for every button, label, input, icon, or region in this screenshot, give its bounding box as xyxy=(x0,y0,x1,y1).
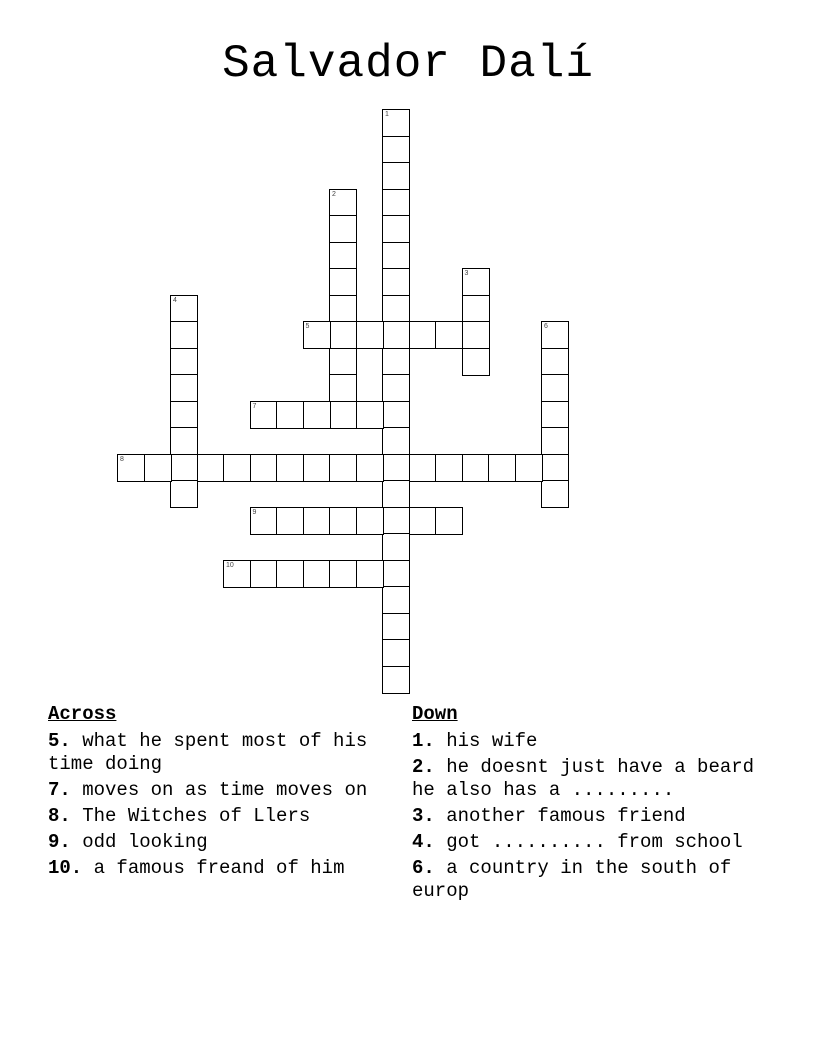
across-clue xyxy=(48,831,398,854)
grid-cell[interactable] xyxy=(356,454,384,482)
grid-cell[interactable] xyxy=(382,242,410,270)
grid-cell[interactable] xyxy=(541,321,569,349)
grid-cell[interactable] xyxy=(462,295,490,323)
down-clue-list xyxy=(412,730,762,903)
clue-number-label: 2 xyxy=(332,190,336,198)
grid-cell[interactable] xyxy=(382,321,410,349)
grid-cell[interactable] xyxy=(276,401,304,429)
across-clue xyxy=(48,857,398,880)
clue-text: odd looking xyxy=(82,831,208,853)
grid-cell[interactable] xyxy=(303,454,331,482)
grid-cell[interactable] xyxy=(170,427,198,455)
grid-cell[interactable] xyxy=(117,454,145,482)
grid-cell[interactable] xyxy=(276,454,304,482)
clue-number: 9. xyxy=(48,831,71,853)
grid-cell[interactable] xyxy=(541,480,569,508)
grid-cell[interactable] xyxy=(541,401,569,429)
grid-cell[interactable] xyxy=(382,109,410,137)
clue-text: his wife xyxy=(446,730,538,752)
grid-cell[interactable] xyxy=(250,560,278,588)
grid-cell[interactable] xyxy=(382,348,410,376)
grid-cell[interactable] xyxy=(223,560,251,588)
grid-cell[interactable] xyxy=(276,507,304,535)
grid-cell[interactable] xyxy=(329,215,357,243)
grid-cell[interactable] xyxy=(382,613,410,641)
grid-cell[interactable] xyxy=(382,268,410,296)
grid-cell[interactable] xyxy=(250,507,278,535)
clue-number: 10. xyxy=(48,857,83,879)
grid-cell[interactable] xyxy=(329,268,357,296)
grid-cell[interactable] xyxy=(197,454,225,482)
grid-cell[interactable] xyxy=(276,560,304,588)
grid-cell[interactable] xyxy=(382,480,410,508)
grid-cell[interactable] xyxy=(329,348,357,376)
grid-cell[interactable] xyxy=(382,136,410,164)
down-clue xyxy=(412,756,762,802)
grid-cell[interactable] xyxy=(303,321,331,349)
grid-cell[interactable] xyxy=(382,401,410,429)
clue-number: 6. xyxy=(412,857,435,879)
grid-cell[interactable] xyxy=(356,401,384,429)
grid-cell[interactable] xyxy=(223,454,251,482)
clue-number-label: 1 xyxy=(385,111,389,118)
grid-cell[interactable] xyxy=(435,507,463,535)
grid-cell[interactable] xyxy=(435,321,463,349)
grid-cell[interactable] xyxy=(515,454,543,482)
clue-number: 2. xyxy=(412,756,435,778)
clue-text: moves on as time moves on xyxy=(82,779,368,801)
clue-number-label: 10 xyxy=(226,561,234,569)
clue-text: a country in the south of europ xyxy=(412,857,732,902)
grid-cell[interactable] xyxy=(303,507,331,535)
clue-text: a famous freand of him xyxy=(93,857,345,879)
grid-cell[interactable] xyxy=(250,401,278,429)
down-clue xyxy=(412,805,762,828)
grid-cell[interactable] xyxy=(356,321,384,349)
grid-cell[interactable] xyxy=(382,454,410,482)
grid-cell[interactable] xyxy=(382,560,410,588)
clue-number: 4. xyxy=(412,831,435,853)
grid-cell[interactable] xyxy=(329,374,357,402)
grid-cell[interactable] xyxy=(409,507,437,535)
grid-cell[interactable] xyxy=(382,374,410,402)
grid-cell[interactable] xyxy=(356,560,384,588)
grid-cell[interactable] xyxy=(170,348,198,376)
clue-number-label: 8 xyxy=(120,455,124,463)
grid-cell[interactable] xyxy=(170,295,198,323)
across-heading: Across xyxy=(48,703,117,725)
grid-cell[interactable] xyxy=(462,348,490,376)
grid-cell[interactable] xyxy=(435,454,463,482)
grid-cell[interactable] xyxy=(382,666,410,694)
grid-cell[interactable] xyxy=(382,215,410,243)
across-clues xyxy=(48,703,398,883)
grid-cell[interactable] xyxy=(303,401,331,429)
grid-cell[interactable] xyxy=(170,321,198,349)
grid-cell[interactable] xyxy=(356,507,384,535)
grid-cell[interactable] xyxy=(382,533,410,561)
clue-number: 5. xyxy=(48,730,71,752)
grid-cell[interactable] xyxy=(170,374,198,402)
grid-cell[interactable] xyxy=(329,560,357,588)
clue-number-label: 4 xyxy=(173,296,177,304)
grid-cell[interactable] xyxy=(462,268,490,296)
clue-text: got .......... from school xyxy=(446,831,743,853)
across-clue-list xyxy=(48,730,398,880)
grid-cell[interactable] xyxy=(382,162,410,190)
clue-number: 3. xyxy=(412,805,435,827)
down-clue xyxy=(412,730,762,753)
down-heading: Down xyxy=(412,703,458,725)
grid-cell[interactable] xyxy=(541,427,569,455)
grid-cell[interactable] xyxy=(382,427,410,455)
down-clue xyxy=(412,831,762,854)
grid-cell[interactable] xyxy=(303,560,331,588)
grid-cell[interactable] xyxy=(541,374,569,402)
grid-cell[interactable] xyxy=(170,454,198,482)
grid-cell[interactable] xyxy=(329,295,357,323)
down-clue xyxy=(412,857,762,903)
clue-number-label: 5 xyxy=(305,323,310,330)
across-clue xyxy=(48,779,398,802)
grid-cell[interactable] xyxy=(382,586,410,614)
grid-cell[interactable] xyxy=(462,454,490,482)
clue-number: 8. xyxy=(48,805,71,827)
grid-cell[interactable] xyxy=(329,507,357,535)
grid-cell[interactable] xyxy=(488,454,516,482)
grid-cell[interactable] xyxy=(170,401,198,429)
grid-cell[interactable] xyxy=(382,507,410,535)
grid-cell[interactable] xyxy=(382,189,410,217)
grid-cell[interactable] xyxy=(541,454,569,482)
grid-cell[interactable] xyxy=(329,242,357,270)
grid-cell[interactable] xyxy=(144,454,172,482)
grid-cell[interactable] xyxy=(541,348,569,376)
clue-text: another famous friend xyxy=(446,805,686,827)
grid-cell[interactable] xyxy=(409,321,437,349)
grid-cell[interactable] xyxy=(170,480,198,508)
clue-number-label: 7 xyxy=(252,402,257,410)
clue-number-label: 6 xyxy=(544,323,548,330)
grid-cell[interactable] xyxy=(329,189,357,217)
clue-number-label: 9 xyxy=(252,508,257,516)
grid-cell[interactable] xyxy=(329,321,357,349)
across-clue xyxy=(48,805,398,828)
clue-text: he doesnt just have a beard he also has a ......... xyxy=(412,756,755,801)
grid-cell[interactable] xyxy=(329,401,357,429)
clue-text: The Witches of Llers xyxy=(82,805,311,827)
clue-number: 1. xyxy=(412,730,435,752)
grid-cell[interactable] xyxy=(382,295,410,323)
clue-number-label: 3 xyxy=(464,270,469,277)
grid-cell[interactable] xyxy=(462,321,490,349)
grid-cell[interactable] xyxy=(250,454,278,482)
grid-cell[interactable] xyxy=(329,454,357,482)
down-clues xyxy=(412,703,762,906)
clue-text: what he spent most of his time doing xyxy=(48,730,368,775)
grid-cell[interactable] xyxy=(409,454,437,482)
grid-cell[interactable] xyxy=(382,639,410,667)
clue-number: 7. xyxy=(48,779,71,801)
puzzle-title: Salvador Dalí xyxy=(222,38,594,90)
across-clue xyxy=(48,730,398,776)
